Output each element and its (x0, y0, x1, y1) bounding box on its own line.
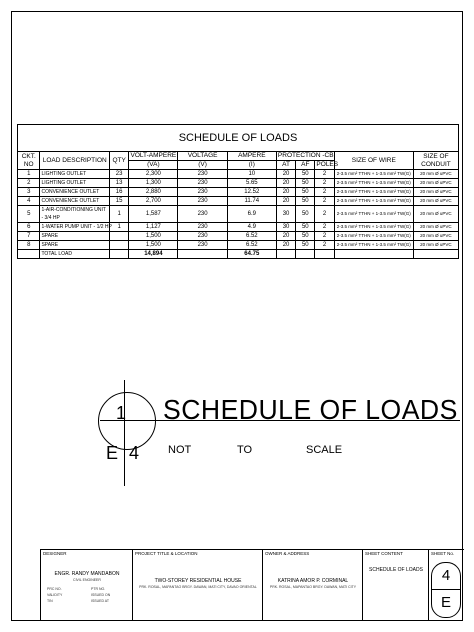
ampere: 10 (227, 170, 276, 179)
detail-sheet-letter: E (106, 443, 119, 463)
detail-title: SCHEDULE OF LOADS (163, 394, 458, 425)
ampere: 5.65 (227, 179, 276, 188)
protection-poles: 2 (315, 241, 334, 250)
ampere: 4.9 (227, 223, 276, 232)
wire-size: 2-3.5 mm² TTHN + 1-3.5 mm² TW(G) (334, 206, 413, 223)
circuit-number: 8 (18, 241, 40, 250)
header-qty: QTY (110, 152, 129, 170)
sheet-number-cell (428, 550, 465, 621)
conduit-size: 20 mm Ø uPVC (413, 188, 458, 197)
table-row (18, 206, 459, 223)
circuit-number: 5 (18, 206, 40, 223)
voltage: 230 (178, 232, 227, 241)
quantity: 13 (110, 179, 129, 188)
drawing-sheet-border (11, 11, 463, 621)
header-protection: PROTECTION -CB (277, 152, 334, 159)
circuit-number: 1 (18, 170, 40, 179)
quantity: 16 (110, 188, 129, 197)
conduit-size: 20 mm Ø uPVC (413, 223, 458, 232)
project-cell (132, 550, 263, 621)
protection-af: 50 (296, 179, 315, 188)
ampere: 6.9 (227, 206, 276, 223)
protection-at: 30 (276, 223, 295, 232)
voltage: 230 (178, 179, 227, 188)
owner-address: PRK. ROSAL, MAPANTAO BRGY. DAWAN, MATI CITY (269, 585, 357, 589)
quantity (110, 241, 129, 250)
volt-ampere: 1,127 (129, 223, 178, 232)
sheet-content-cell (362, 550, 429, 621)
protection-af: 50 (296, 232, 315, 241)
conduit-size: 20 mm Ø uPVC (413, 179, 458, 188)
conduit-size: 20 mm Ø uPVC (413, 206, 458, 223)
header-size-of-wire: SIZE OF WIRE (334, 152, 413, 170)
designer-cell (40, 550, 133, 621)
volt-ampere: 1,500 (129, 241, 178, 250)
voltage: 230 (178, 241, 227, 250)
table-row (18, 223, 459, 232)
protection-at: 20 (276, 197, 295, 206)
wire-size: 2-3.5 mm² TTHN + 1-3.5 mm² TW(G) (334, 188, 413, 197)
protection-poles: 2 (315, 223, 334, 232)
protection-af: 50 (296, 223, 315, 232)
circuit-number: 3 (18, 188, 40, 197)
header-volt-ampere: VOLT-AMPERE (130, 152, 177, 159)
protection-poles: 2 (315, 179, 334, 188)
protection-poles: 2 (315, 188, 334, 197)
sheet-content-label: SHEET CONTENT (365, 551, 403, 556)
wire-size: 2-3.5 mm² TTHN + 1-3.5 mm² TW(G) (334, 170, 413, 179)
title-block (40, 549, 464, 621)
ampere: 12.52 (227, 188, 276, 197)
protection-af: 50 (296, 206, 315, 223)
header-v-unit: (V) (178, 161, 227, 170)
volt-ampere: 2,880 (129, 188, 178, 197)
quantity: 1 (110, 206, 129, 223)
circuit-number: 7 (18, 232, 40, 241)
total-load-label: TOTAL LOAD (40, 250, 110, 259)
voltage: 230 (178, 170, 227, 179)
protection-at: 20 (276, 241, 295, 250)
protection-at: 20 (276, 232, 295, 241)
header-ampere: AMPERE (227, 152, 276, 161)
detail-callout-divider (124, 380, 125, 486)
load-description: 1-WATER PUMP UNIT - 1/2 HP (41, 224, 112, 230)
sheet-number: 4 (441, 567, 451, 584)
owner-cell (262, 550, 363, 621)
volt-ampere: 1,500 (129, 232, 178, 241)
protection-af: 50 (296, 197, 315, 206)
table-row (18, 179, 459, 188)
protection-at: 20 (276, 170, 295, 179)
sheet-content: SCHEDULE OF LOADS (369, 567, 423, 573)
header-poles: POLES (316, 161, 339, 168)
validity-label: VALIDITY (47, 593, 63, 597)
volt-ampere: 1,300 (129, 179, 178, 188)
quantity: 23 (110, 170, 129, 179)
total-va: 14,894 (129, 250, 178, 259)
protection-poles: 2 (315, 232, 334, 241)
protection-at: 20 (276, 188, 295, 197)
load-description: 1-AIR-CONDITIONING UNIT - 3/4 HP (40, 206, 110, 223)
wire-size: 2-3.5 mm² TTHN + 1-3.5 mm² TW(G) (334, 179, 413, 188)
quantity: 15 (110, 197, 129, 206)
quantity (110, 232, 129, 241)
protection-poles: 2 (315, 170, 334, 179)
owner-name: KATRINA AMOR P. CORMINAL (277, 578, 349, 584)
protection-af: 50 (296, 241, 315, 250)
voltage: 230 (178, 188, 227, 197)
protection-poles: 2 (315, 197, 334, 206)
wire-size: 2-3.5 mm² TTHN + 1-3.5 mm² TW(G) (334, 232, 413, 241)
circuit-number: 2 (18, 179, 40, 188)
conduit-size: 20 mm Ø uPVC (413, 232, 458, 241)
ampere: 6.52 (227, 232, 276, 241)
volt-ampere: 2,700 (129, 197, 178, 206)
table-title: SCHEDULE OF LOADS (18, 125, 459, 152)
conduit-size: 20 mm Ø uPVC (413, 197, 458, 206)
header-voltage: VOLTAGE (178, 152, 227, 161)
table-row (18, 170, 459, 179)
designer-label: DESIGNER (43, 551, 67, 556)
protection-poles: 2 (315, 206, 334, 223)
wire-size: 2-3.5 mm² TTHN + 1-3.5 mm² TW(G) (334, 197, 413, 206)
ampere: 11.74 (227, 197, 276, 206)
issued-at-label: ISSUED AT (91, 599, 110, 603)
header-ckt: CKT. NO (18, 152, 40, 170)
header-at: AT (276, 161, 295, 170)
tin-label: TIN (47, 599, 53, 603)
protection-af: 50 (296, 170, 315, 179)
load-description: CONVENIENCE OUTLET (40, 197, 110, 206)
designer-name: ENGR. RANDY MANDABON (54, 571, 120, 577)
wire-size: 2-3.5 mm² TTHN + 1-3.5 mm² TW(G) (334, 223, 413, 232)
table-row (18, 197, 459, 206)
project-name: TWO-STOREY RESIDENTIAL HOUSE (154, 578, 242, 584)
table-row (18, 188, 459, 197)
conduit-size: 20 mm Ø uPVC (413, 170, 458, 179)
sheet-badge-divider (432, 589, 460, 590)
load-description: SPARE (40, 232, 110, 241)
issued-on-label: ISSUED ON (91, 593, 111, 597)
voltage: 230 (178, 197, 227, 206)
ampere: 6.52 (227, 241, 276, 250)
conduit-size: 20 mm Ø uPVC (413, 241, 458, 250)
circuit-number: 6 (18, 223, 40, 232)
table-row (18, 232, 459, 241)
sheet-number-label: SHEET No. (431, 551, 455, 556)
header-size-of-conduit: SIZE OF CONDUIT (413, 152, 458, 170)
designer-role: CIVIL ENGINEER (73, 578, 101, 582)
total-ampere: 64.75 (227, 250, 276, 259)
prc-label: PRC NO. (47, 587, 62, 591)
header-va-unit: (VA) (129, 161, 178, 170)
protection-at: 20 (276, 179, 295, 188)
ptr-label: PTR NO. (91, 587, 106, 591)
load-description: LIGHTING OUTLET (40, 179, 110, 188)
protection-at: 30 (276, 206, 295, 223)
volt-ampere: 2,300 (129, 170, 178, 179)
voltage: 230 (178, 206, 227, 223)
circuit-number: 4 (18, 197, 40, 206)
schedule-of-loads-table (17, 124, 459, 259)
scale-word-to: TO (237, 444, 253, 456)
sheet-number-badge (431, 562, 461, 618)
load-description: LIGHTING OUTLET (40, 170, 110, 179)
project-location: PRK. ROSAL, MAPANTAO BRGY. DAWAN, MATI CITY, DAVAO ORIENTAL (139, 585, 257, 589)
project-label: PROJECT TITLE & LOCATION (135, 551, 198, 556)
scale-word-scale: SCALE (306, 444, 343, 456)
table-row (18, 241, 459, 250)
voltage: 230 (178, 223, 227, 232)
load-description: CONVENIENCE OUTLET (40, 188, 110, 197)
header-af: AF (296, 161, 315, 170)
quantity: 1 (110, 223, 129, 232)
sheet-letter: E (440, 594, 451, 611)
detail-number: 1 (116, 403, 127, 423)
header-a-unit: (I) (227, 161, 276, 170)
volt-ampere: 1,587 (129, 206, 178, 223)
wire-size: 2-3.5 mm² TTHN + 1-3.5 mm² TW(G) (334, 241, 413, 250)
owner-label: OWNER & ADDRESS (265, 551, 310, 556)
detail-sheet-number: 4 (129, 443, 140, 463)
load-description: SPARE (40, 241, 110, 250)
scale-word-not: NOT (168, 444, 192, 456)
header-load-description: LOAD DESCRIPTION (40, 152, 110, 170)
protection-af: 50 (296, 188, 315, 197)
detail-callout-circle (98, 392, 156, 450)
